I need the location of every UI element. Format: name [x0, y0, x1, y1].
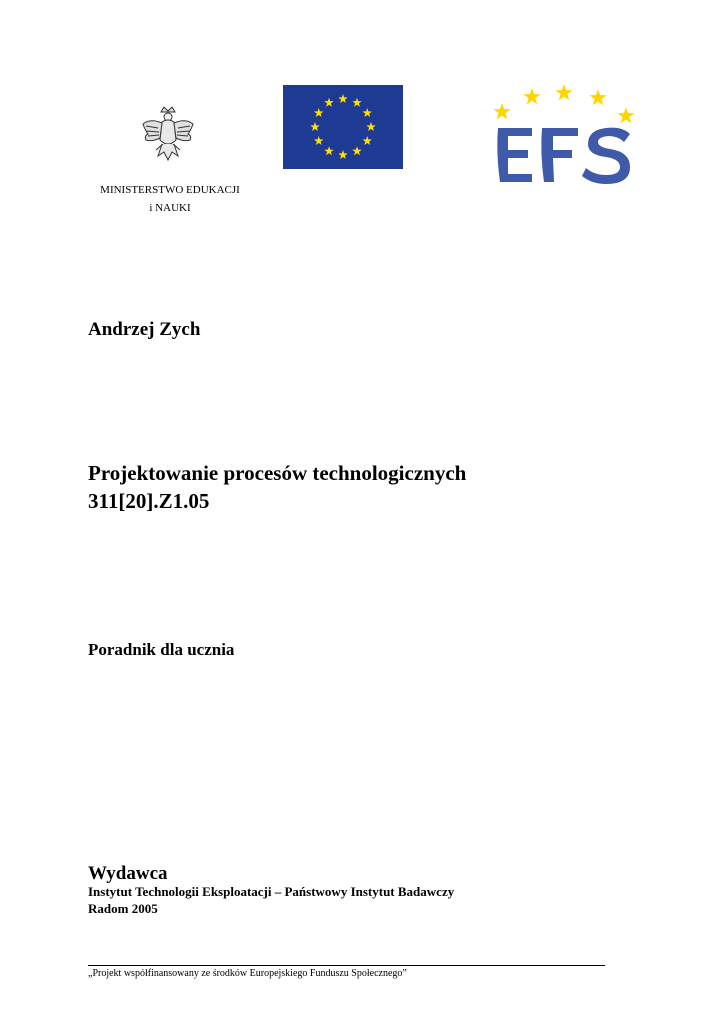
efs-star-icon [493, 103, 510, 119]
publisher-name: Instytut Technologii Eksploatacji – Państwowy Instytut Badawczy [88, 884, 455, 899]
author-name: Andrzej Zych [88, 319, 201, 340]
polish-eagle-emblem-icon [140, 104, 196, 166]
publisher-place-year: Radom 2005 [88, 901, 158, 916]
efs-star-icon [555, 84, 572, 100]
efs-logo [488, 82, 640, 190]
document-subtitle: Poradnik dla ucznia [88, 640, 235, 659]
document-code: 311[20].Z1.05 [88, 489, 210, 513]
eu-flag-icon [283, 85, 403, 169]
footer-note: „Projekt współfinansowany ze środków Europejskiego Funduszu Społecznego” [88, 968, 407, 979]
efs-star-icon [523, 88, 540, 104]
efs-star-icon [589, 89, 606, 105]
ministry-name-line1: MINISTERSTWO EDUKACJI [100, 184, 240, 196]
publisher-heading: Wydawca [88, 863, 168, 884]
footer-divider [88, 965, 605, 966]
ministry-name-line2: i NAUKI [149, 202, 191, 214]
efs-star-icon [617, 107, 634, 123]
document-title: Projektowanie procesów technologicznych [88, 461, 467, 485]
